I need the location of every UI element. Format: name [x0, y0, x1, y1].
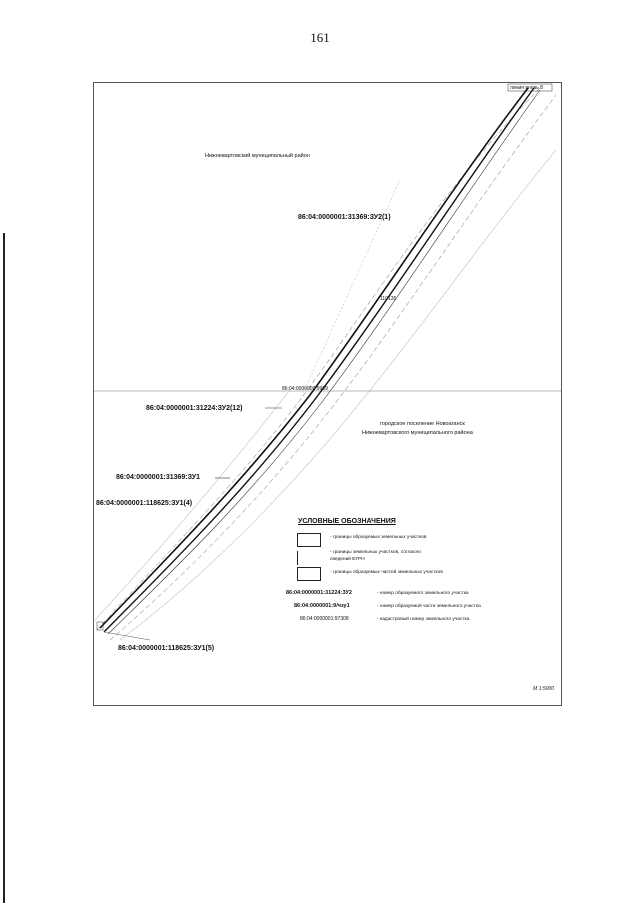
boundary-label: 86:04:0000000:9969 — [282, 386, 328, 392]
legend-title: УСЛОВНЫЕ ОБОЗНАЧЕНИЯ — [298, 518, 396, 525]
settlement-name-line1: городское поселение Новоаганск — [380, 421, 465, 427]
legend-item-3: - границы образуемых частей земельных участков — [330, 570, 443, 575]
tie-line — [104, 632, 150, 640]
parcel-label-zu1-5: 86:04:0000001:118625:ЗУ1(5) — [118, 645, 215, 652]
survey-line-1 — [120, 150, 556, 640]
point-label: 110135 — [380, 296, 397, 302]
legend-code-3: 86:04:0000001:97308 — [300, 616, 349, 622]
parcel-label-zu2-12: 86:04:0000001:31224:ЗУ2(12) — [146, 405, 243, 412]
map-scale: М 1:5000 — [533, 686, 554, 692]
parcel-label-zu1-4: 86:04:0000001:118625:ЗУ1(4) — [96, 500, 193, 507]
parcel-label-zu1: 86:04:0000001:31369:ЗУ1 — [116, 474, 200, 481]
legend-desc-2: - номер образуемой части земельного участка — [377, 604, 481, 609]
legend-item-1: - границы образуемых земельных участков — [330, 535, 427, 540]
settlement-name-line2: Нижневартовского муниципального района — [362, 430, 473, 436]
legend-item-2-line1: - границы земельных участков, согласно — [330, 550, 421, 555]
legend-code-1: 86:04:0000001:31224:ЗУ2 — [286, 590, 352, 596]
parcel-boundary-right — [104, 88, 534, 632]
legend-code-2: 86:04:0000001:9/чзу1 — [294, 603, 350, 609]
legend-desc-1: - номер образуемого земельного участка — [377, 591, 469, 596]
district-name: Нижневартовский муниципальный район — [205, 153, 310, 159]
legend-desc-3: - кадастровый номер земельного участка — [377, 617, 470, 622]
page-number: 161 — [310, 30, 330, 45]
legend-swatch-parcel — [297, 533, 321, 547]
legend-item-2-line2: сведений ЕГРН — [330, 557, 365, 562]
legend-swatch-egrn — [297, 551, 298, 565]
parcel-boundary-left — [100, 88, 528, 628]
legend-swatch-part — [297, 567, 321, 581]
corner-label: линия вновь 8 — [510, 85, 543, 91]
parcel-label-zu2-1: 86:04:0000001:31369:ЗУ2(1) — [298, 214, 391, 221]
